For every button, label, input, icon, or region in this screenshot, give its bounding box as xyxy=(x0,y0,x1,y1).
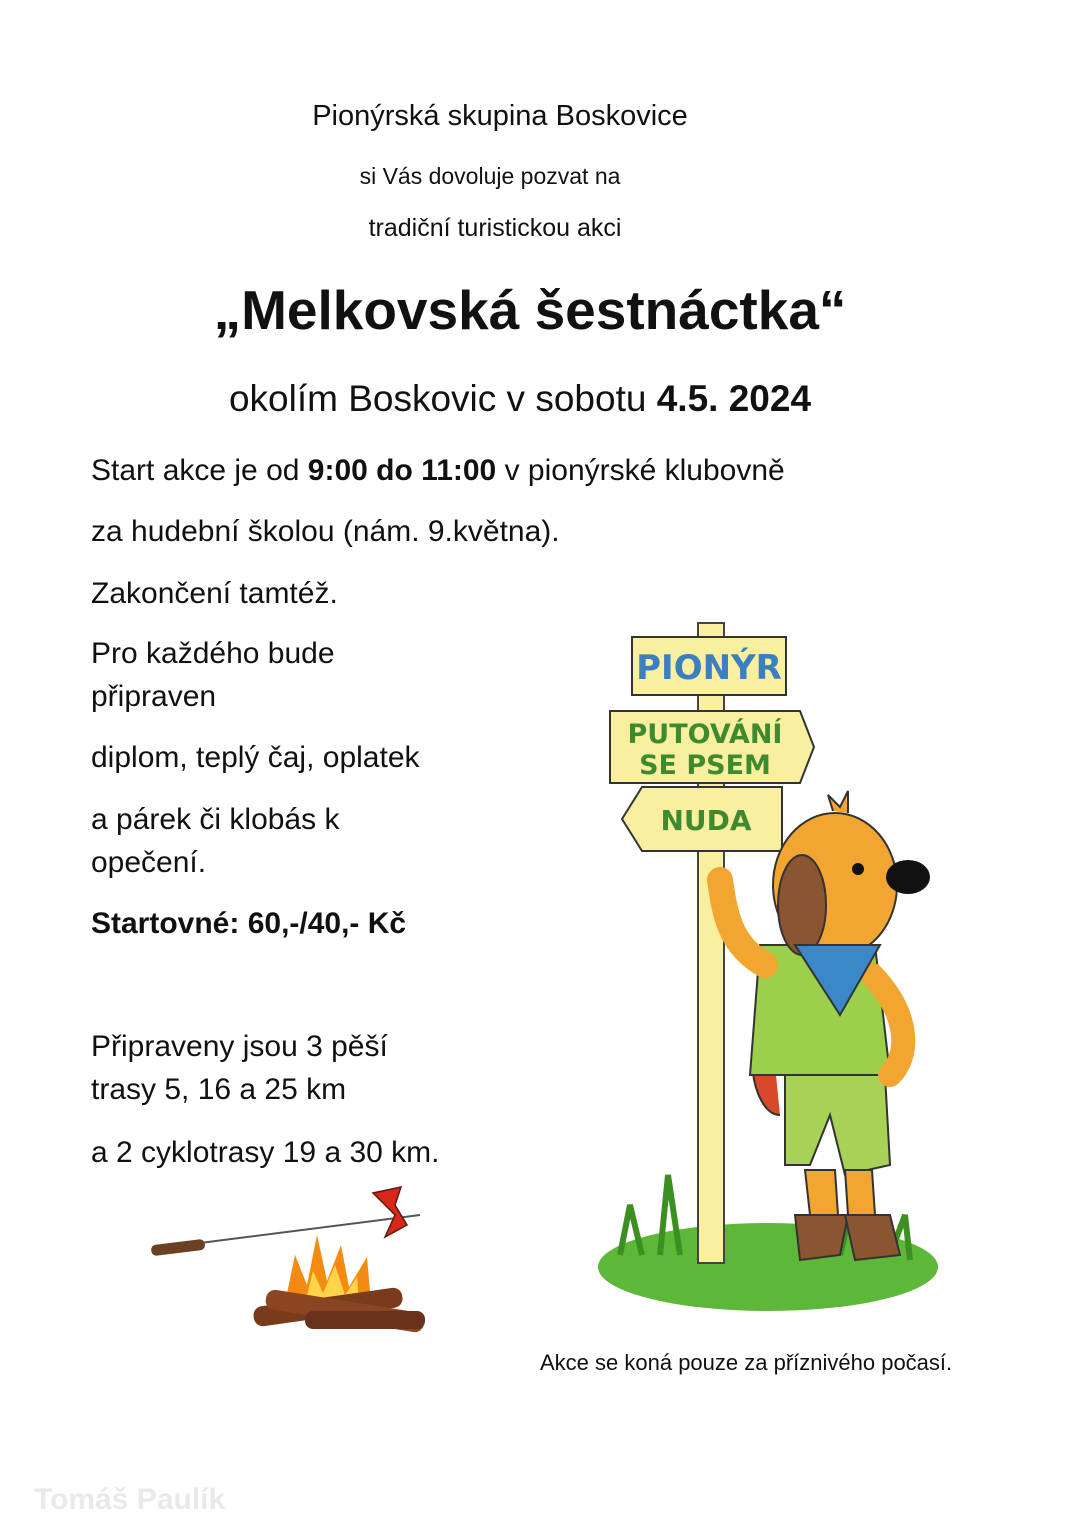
sign-putovani-line2: SE PSEM xyxy=(639,750,771,781)
stick-handle xyxy=(151,1239,206,1256)
dog-eye xyxy=(852,863,864,875)
sign-putovani-line1: PUTOVÁNÍ xyxy=(627,719,783,750)
event-date: 4.5. 2024 xyxy=(656,378,812,419)
start-suffix: v pionýrské klubovně xyxy=(496,454,785,487)
start-time: 9:00 do 11:00 xyxy=(307,454,497,487)
sign-pionyr-text: PIONÝR xyxy=(636,648,782,688)
dog-nose xyxy=(886,860,930,894)
dog-shorts xyxy=(785,1075,890,1175)
dog-character xyxy=(720,791,930,1260)
invitation-text: si Vás dovoluje pozvat na xyxy=(359,163,621,189)
start-info xyxy=(91,449,785,492)
campfire-illustration xyxy=(145,1185,465,1345)
start-fee: Startovné: 60,-/40,- Kč xyxy=(91,907,407,940)
routes-line-2: trasy 5, 16 a 25 km xyxy=(91,1073,347,1106)
event-type-text: tradiční turistickou akci xyxy=(368,214,622,242)
sign-nuda-text: NUDA xyxy=(660,804,752,837)
subtitle-prefix: okolím Boskovic v sobotu xyxy=(228,378,657,419)
event-title: „Melkovská šestnáctka“ xyxy=(213,279,847,341)
sign-putovani xyxy=(610,711,814,783)
reward-items: diplom, teplý čaj, oplatek xyxy=(91,741,420,774)
dog-boot-right xyxy=(845,1215,900,1260)
start-prefix: Start akce je od xyxy=(91,454,308,487)
event-subtitle xyxy=(0,378,1040,420)
signpost-dog-illustration xyxy=(590,615,960,1330)
watermark: Tomáš Paulík xyxy=(34,1483,226,1516)
reward-line-1: Pro každého bude xyxy=(91,637,335,670)
food-line-2: opečení. xyxy=(91,846,207,879)
routes-line-1: Připraveny jsou 3 pěší xyxy=(91,1030,388,1063)
sausage-icon xyxy=(373,1187,407,1237)
sign-nuda xyxy=(622,787,782,851)
dog-ear xyxy=(778,855,826,955)
dog-arm xyxy=(720,880,765,965)
location-text: za hudební školou (nám. 9.května). xyxy=(91,515,560,548)
reward-line-2: připraven xyxy=(91,680,217,713)
organization-name: Pionýrská skupina Boskovice xyxy=(312,100,688,132)
ending-text: Zakončení tamtéž. xyxy=(91,577,338,610)
sign-pionyr xyxy=(632,637,786,695)
weather-note: Akce se koná pouze za příznivého počasí. xyxy=(540,1350,953,1375)
food-line-1: a párek či klobás k xyxy=(91,803,340,836)
dog-boot-left xyxy=(795,1215,848,1260)
cycle-routes: a 2 cyklotrasy 19 a 30 km. xyxy=(91,1136,440,1169)
